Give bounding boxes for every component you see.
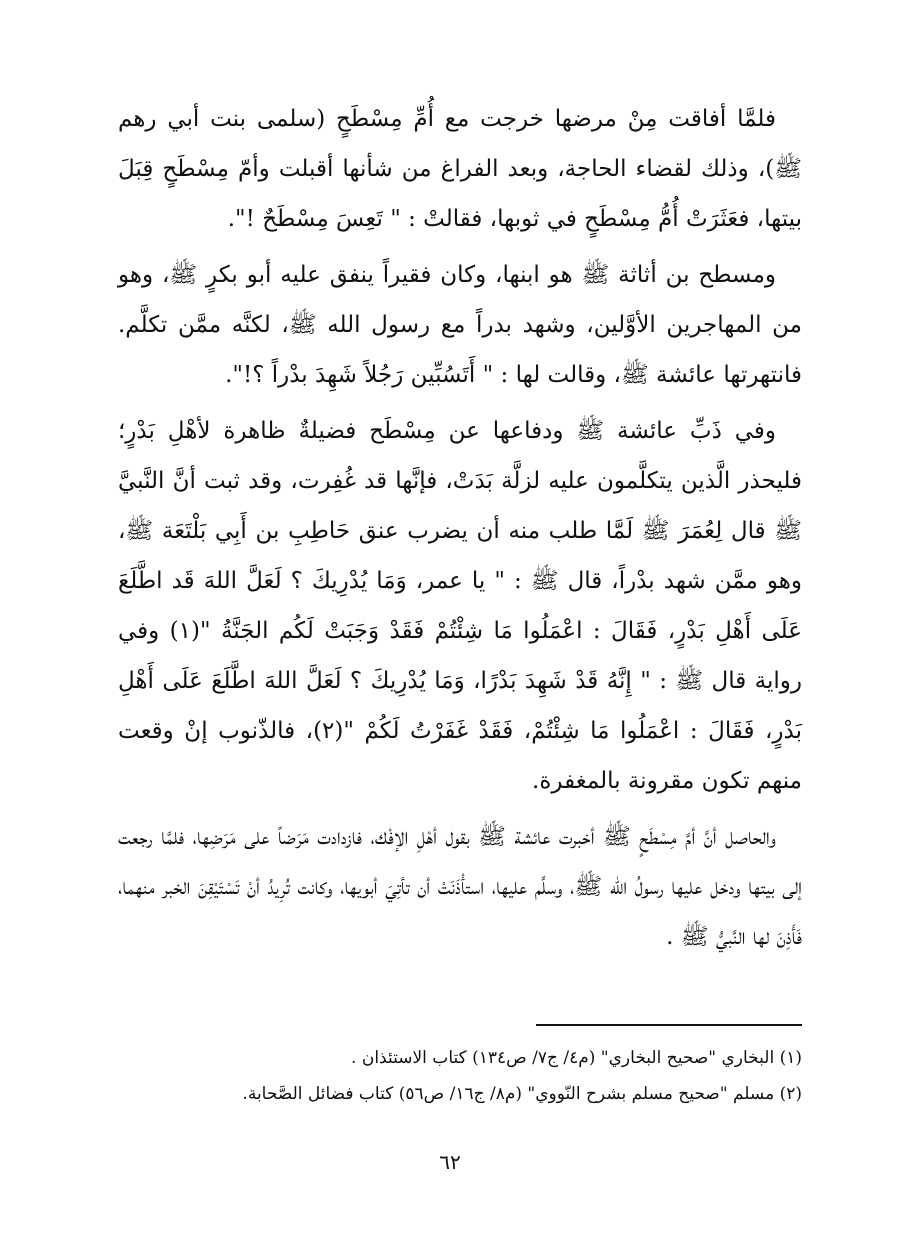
paragraph-4: والحاصل أنَّ أمَّ مِسْطَحٍ ﷺ أخبرت عائشة ﷺ بقول أهْلِ الإفْك، فازدادت مَرَضاً على مَرَضِها، فلمَّا رجعت إلى بيتها ودخل عليها رسولُ الله ﷺ، وسلَّم عليها، استأْذَنَتْ أن تأتِيَ أبويها، وكانت تُرِيدُ أنْ تَسْتَيْقِنَ الخبر منهما، فَأَذِنَ لها النَّبيُّ ﷺ .: [118, 824, 802, 950]
page-number: ٦٢: [439, 1150, 461, 1174]
footnote-1: (١) البخاري "صحيح البخاري" (م٤/ ج٧/ ص١٣٤) كتاب الاستئذان .: [351, 1048, 802, 1068]
paragraph-2: ومسطح بن أثاثة ﷺ هو ابنها، وكان فقيراً ينفق عليه أبو بكرٍ ﷺ، وهو من المهاجرين الأوَّلين، وشهد بدراً مع رسول الله ﷺ، لكنَّه ممَّن تكلَّم. فانتهرتها عائشة ﷺ، وقالت لها : " أَتَسُبِّين رَجُلاً شَهِدَ بدْراً ؟!".: [118, 262, 802, 388]
paragraph-3: وفي ذَبِّ عائشة ﷺ ودفاعها عن مِسْطَح فضيلةٌ ظاهرة لأهْلِ بَدْرٍ؛ فليحذر الَّذين يتكلَّمون عليه لزلَّة بَدَتْ، فإنَّها قد غُفِرت، وقد ثبت أنَّ النَّبيَّ ﷺ قال لِعُمَرَ ﷺ لَمَّا طلب منه أن يضرب عنق حَاطِبِ بن أَبِي بَلْتَعَة ﷺ، وهو ممَّن شهد بدْراً، قال ﷺ : " يا عمر، وَمَا يُدْرِيكَ ؟ لَعَلَّ اللهَ قَد اطَّلَعَ عَلَى أَهْلِ بَدْرٍ، فَقَالَ : اعْمَلُوا مَا شِئْتُمْ فَقَدْ وَجَبَتْ لَكُم الجَنَّةُ "(١) وفي رواية قال ﷺ : " إِنَّهُ قَدْ شَهِدَ بَدْرًا، وَمَا يُدْرِيكَ ؟ لَعَلَّ اللهَ اطَّلَعَ عَلَى أَهْلِ بَدْرٍ، فَقَالَ : اعْمَلُوا مَا شِئْتُمْ، فَقَدْ غَفَرْتُ لَكُمْ "(٢)، فالذّنوب إنْ وقعت منهم تكون مقرونة بالمغفرة.: [118, 418, 802, 794]
footnotes: [118, 1040, 802, 1112]
footnote-2: (٢) مسلم "صحيح مسلم بشرح النّووي" (م٨/ ج١٦/ ص٥٦) كتاب فضائل الصَّحابة.: [242, 1084, 802, 1104]
paragraph-1: فلمَّا أفاقت مِنْ مرضها خرجت مع أُمِّ مِسْطَحٍ (سلمى بنت أبي رهم ﷺ)، وذلك لقضاء الحاجة، وبعد الفراغ من شأنها أقبلت وأمّ مِسْطَحٍ قِبَلَ بيتها، فعَثَرَتْ أُمُّ مِسْطَحٍ في ثوبها، فقالتْ : " تَعِسَ مِسْطَحٌ !".: [118, 106, 802, 232]
footnote-divider: [536, 1024, 802, 1026]
main-text: [118, 94, 802, 968]
